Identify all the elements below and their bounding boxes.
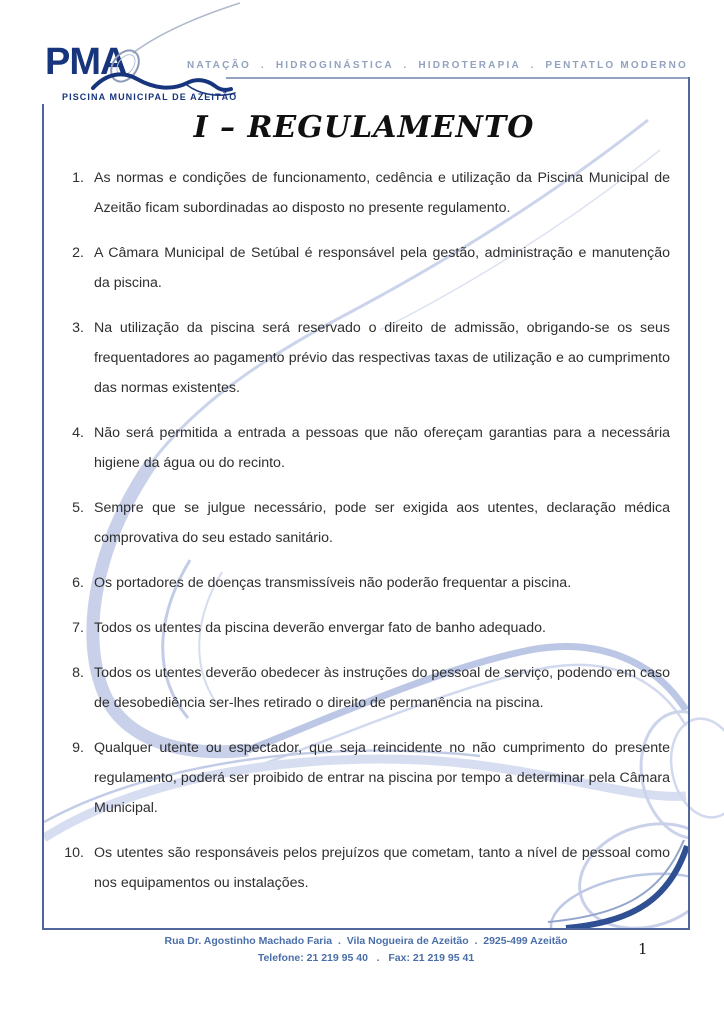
item-text: Os utentes são responsáveis pelos prejuízos que cometam, tanto a nível de pessoal como nos equipamentos ou instalações. — [94, 845, 670, 891]
item-text: Todos os utentes deverão obedecer às instruções do pessoal de serviço, podendo em caso de desobediência ser-lhes retirado o direito de permanência na piscina. — [94, 665, 670, 711]
item-number: 9. — [72, 740, 84, 756]
item-number: 3. — [72, 320, 84, 336]
item-number: 2. — [72, 245, 84, 261]
footer-contacts: Telefone: 21 219 95 40 . Fax: 21 219 95 41 — [257, 952, 475, 964]
header-tagline: NATAÇÃO . HIDROGINÁSTICA . HIDROTERAPIA . PENTATLO MODERNO — [187, 60, 688, 71]
item-number: 10. — [64, 845, 84, 861]
content-box — [58, 86, 670, 913]
list-item — [58, 238, 670, 298]
item-text: Na utilização da piscina será reservado o direito de admissão, obrigando-se os seus frequentadores ao pagamento prévio das respectivas taxas de utilização e ao cumprimento das normas existentes. — [94, 320, 670, 396]
list-item — [58, 613, 670, 643]
header-rule — [226, 77, 688, 79]
logo-subtitle: PISCINA MUNICIPAL DE AZEITÃO — [62, 92, 238, 102]
item-number: 8. — [72, 665, 84, 681]
footer — [42, 933, 690, 967]
item-text: Não será permitida a entrada a pessoas que não ofereçam garantias para a necessária higiene da água ou do recinto. — [94, 425, 670, 471]
list-item — [58, 313, 670, 403]
list-item — [58, 163, 670, 223]
list-item — [58, 418, 670, 478]
item-number: 5. — [72, 500, 84, 516]
regulation-list — [58, 163, 670, 898]
item-text: Todos os utentes da piscina deverão envergar fato de banho adequado. — [94, 620, 546, 636]
item-text: A Câmara Municipal de Setúbal é responsável pela gestão, administração e manutenção da piscina. — [94, 245, 670, 291]
list-item — [58, 838, 670, 898]
item-text: Qualquer utente ou espectador, que seja reincidente no não cumprimento do presente regulamento, poderá ser proibido de entrar na piscina por tempo a determinar pela Câmara Municipal. — [94, 740, 670, 816]
logo-acronym: PMA — [45, 41, 127, 83]
list-item — [58, 493, 670, 553]
list-item — [58, 568, 670, 598]
item-text: Os portadores de doenças transmissíveis não poderão frequentar a piscina. — [94, 575, 572, 591]
item-number: 1. — [72, 170, 84, 186]
page-number: 1 — [638, 940, 648, 958]
item-number: 4. — [72, 425, 84, 441]
item-number: 6. — [72, 575, 84, 591]
box-border-right — [688, 77, 690, 930]
item-text: Sempre que se julgue necessário, pode ser exigida aos utentes, declaração médica comprovativa do seu estado sanitário. — [94, 500, 670, 546]
box-border-bottom — [42, 928, 690, 930]
item-number: 7. — [72, 620, 84, 636]
item-text: As normas e condições de funcionamento, cedência e utilização da Piscina Municipal de Azeitão ficam subordinadas ao disposto no presente regulamento. — [94, 170, 670, 216]
list-item — [58, 658, 670, 718]
box-border-left — [42, 104, 44, 930]
list-item — [58, 733, 670, 823]
footer-address: Rua Dr. Agostinho Machado Faria . Vila Nogueira de Azeitão . 2925-499 Azeitão — [164, 935, 568, 947]
page-title: I – REGULAMENTO — [193, 110, 535, 145]
